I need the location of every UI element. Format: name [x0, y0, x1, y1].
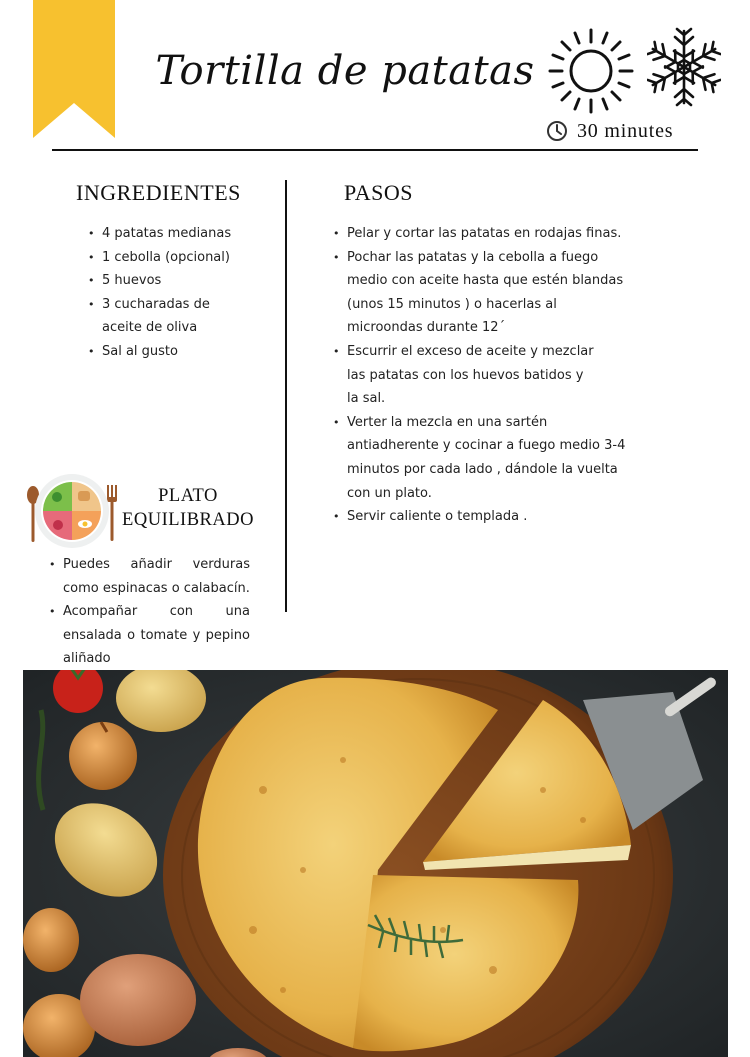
recipe-title: Tortilla de patatas [155, 48, 535, 94]
snowflake-icon [647, 27, 721, 107]
sun-icon [548, 28, 634, 114]
step-item: • Pochar las patatas y la cebolla a fuego medio con aceite hasta que estén blandas (unos 15 minutos ) o hacerlas al microondas durante 12´ [347, 246, 629, 340]
steps-heading: PASOS [344, 180, 413, 205]
balanced-plate-heading-line2: EQUILIBRADO [122, 510, 254, 530]
ingredient-item: • 1 cebolla (opcional) [102, 246, 262, 270]
bookmark-ribbon-icon [33, 0, 115, 138]
balanced-plate-heading-line1: PLATO [158, 486, 218, 506]
ingredient-item: • Sal al gusto [102, 340, 262, 364]
balanced-plate-heading [122, 484, 254, 532]
step-item: • Escurrir el exceso de aceite y mezclar las patatas con los huevos batidos y la sal. [347, 340, 597, 411]
step-item: • Verter la mezcla en una sartén antiadherente y cocinar a fuego medio 3-4 minutos por cada lado , dándole la vuelta con un plato. [347, 411, 637, 505]
header-divider [52, 149, 698, 151]
prep-time-text: 30 minutes [577, 119, 674, 142]
clock-icon [546, 120, 568, 142]
column-divider [285, 180, 287, 612]
balanced-plate-icon [24, 469, 122, 557]
plate-tip-item: • Puedes añadir verduras como espinacas o calabacín. [63, 553, 250, 600]
plate-tip-item: • Acompañar con una ensalada o tomate y pepino aliñado [63, 600, 250, 671]
steps-list [347, 222, 637, 529]
balanced-plate-list [63, 553, 250, 671]
step-item: • Servir caliente o templada . [347, 505, 637, 529]
tortilla-photo [23, 670, 728, 1057]
ingredients-heading: INGREDIENTES [76, 180, 241, 205]
ingredient-item: • 3 cucharadas de aceite de oliva [102, 293, 212, 340]
ingredient-item: • 4 patatas medianas [102, 222, 262, 246]
ingredients-list [102, 222, 262, 364]
ingredient-item: • 5 huevos [102, 269, 262, 293]
step-item: • Pelar y cortar las patatas en rodajas finas. [347, 222, 637, 246]
prep-time [546, 116, 673, 146]
